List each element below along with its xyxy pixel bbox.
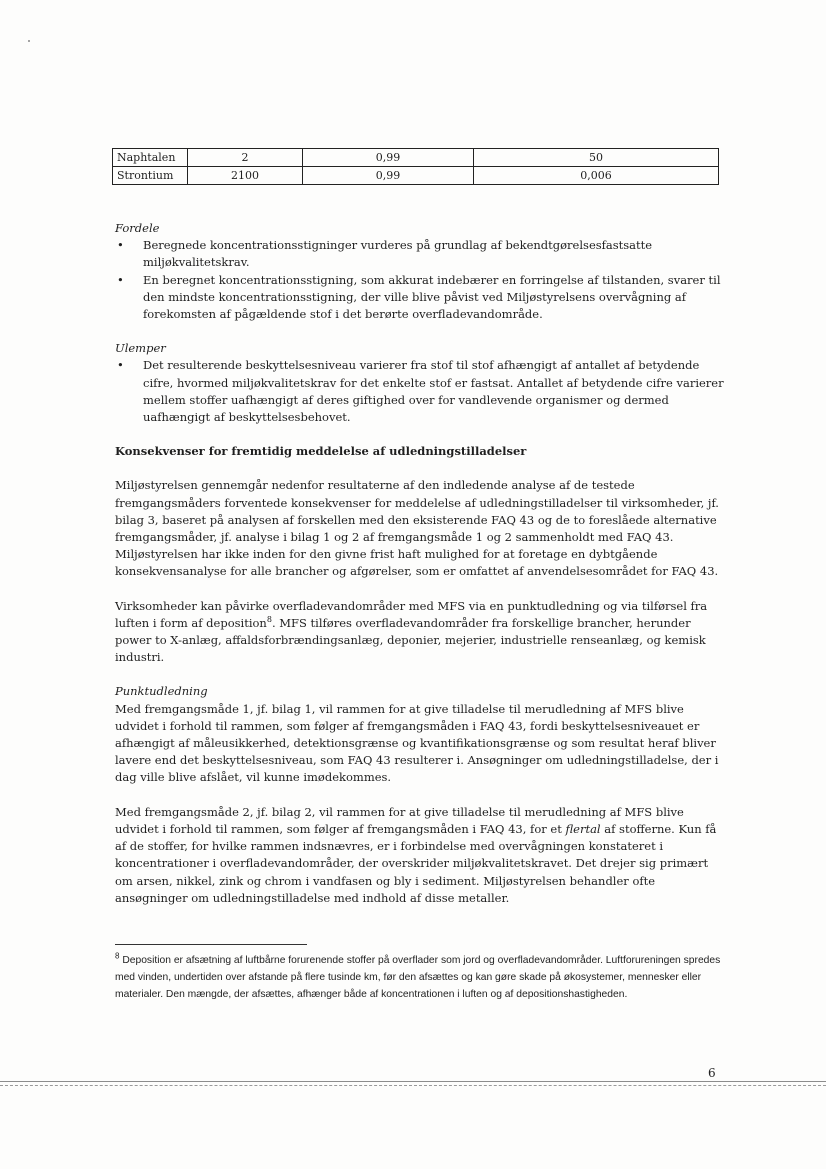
table-cell: 0,99 [303,149,474,167]
bullet-icon: • [117,358,124,373]
footer-divider [0,1081,826,1082]
table-row [113,167,719,185]
footnote-divider [115,944,307,945]
bullet-icon: • [117,238,124,253]
punkt-paragraph-2 [115,804,725,907]
paragraph-text: af stofferne. Kun få af de stoffer, for hvilke rammen indsnævres, er i forbindelse med overvågningen konstateret i koncentrationer i overfladevandområder, der overskrider miljøkvalitetskravet. Det drejer sig primært om arsen, nikkel, zink og chrom i vandfasen og bly i sediment. Miljøstyrelsen behandler ofte ansøgninger om udledningstilladelse med indhold af disse metaller. [115,821,717,905]
section-paragraph-2 [115,598,725,667]
table-cell: 2100 [188,167,303,185]
footer-divider [0,1085,826,1086]
ulemper-list [115,357,725,426]
table-row [113,149,719,167]
table-cell: 0,006 [474,167,719,185]
punkt-paragraph-1: Med fremgangsmåde 1, jf. bilag 1, vil rammen for at give tilladelse til merudledning af MFS blive udvidet i forhold til rammen, som følger af fremgangsmåden i FAQ 43, fordi beskyttelsesniveauet er afhængigt af måleusikkerhed, detektionsgrænse og kvantifikationsgrænse og som resultat heraf bliver lavere end det beskyttelsesniveau, som FAQ 43 resulterer i. Ansøgninger om udledningstilladelse, der i dag ville blive afslået, vil kunne imødekommes. [115,701,719,785]
emphasis-text: flertal [565,821,601,836]
table-cell: Strontium [113,167,188,185]
list-item [115,357,725,426]
list-item-text: En beregnet koncentrationsstigning, som akkurat indebærer en forringelse af tilstanden, svarer til den mindste koncentrationsstigning, der ville blive påvist ved Miljøstyrelsens overvågning af forekomsten af pågældende stof i det berørte overfladevandområde. [143,272,721,322]
list-item-text: Beregnede koncentrationsstigninger vurderes på grundlag af bekendtgørelsesfastsatte miljøkvalitetskrav. [143,238,653,270]
paragraph-text: Med fremgangsmåde 2, jf. bilag 2, vil rammen for at give tilladelse til merudledning af MFS blive udvidet i forhold til rammen, som følger af fremgangsmåden i FAQ 43, for et [115,804,684,836]
bullet-icon: • [117,272,124,287]
fordele-list [115,237,725,323]
table-cell: 50 [474,149,719,167]
ulemper-heading: Ulemper [115,341,166,356]
list-item [115,237,725,271]
data-table [112,148,719,185]
table-cell: Naphtalen [113,149,188,167]
footnote-number: 8 [115,951,120,961]
punktudledning-heading: Punktudledning [115,684,208,699]
list-item-text: Det resulterende beskyttelsesniveau varierer fra stof til stof afhængigt af antallet af betydende cifre, hvormed miljøkvalitetskrav for det enkelte stof er fastsat. Antallet af betydende cifre varierer mellem stoffer uafhængigt af deres giftighed over for vandlevende organismer og dermed uafhængigt af beskyttelsesbehovet. [143,358,724,425]
list-item [115,272,725,324]
footnote-text: Deposition er afsætning af luftbårne forurenende stoffer på overflader som jord og overfladevandområder. Luftforureningen spredes med vinden, undertiden over afstande på flere tusinde km, før den afsættes og kan gøre skade på økosystemer, mennesker eller materialer. Den mængde, der afsættes, afhænger både af koncentrationen i luften og af depositionshastigheden. [115,955,721,1000]
paragraph-text: Virksomheder kan påvirke overfladevandområder med MFS via en punktudledning og via tilførsel fra luften i form af deposition [115,598,708,630]
footnote-ref: 8 [266,615,272,625]
paragraph-text: . MFS tilføres overfladevandområder fra forskellige brancher, herunder power to X-anlæg, affaldsforbrændingsanlæg, deponier, mejerier, industrielle renseanlæg, og kemisk industri. [115,615,706,665]
fordele-heading: Fordele [115,221,160,235]
section-paragraph-1: Miljøstyrelsen gennemgår nedenfor resultaterne af den indledende analyse af de testede fremgangsmåders forventede konsekvenser for meddelelse af udledningstilladelser til virksomheder, jf. bilag 3, baseret på analysen af forskellen med den eksisterende FAQ 43 og de to foreslåede alternative fremgangsmåder, jf. analyse i bilag 1 og 2 af fremgangsmåde 1 og 2 sammenholdt med FAQ 43. Miljøstyrelsen har ikke inden for den givne frist haft mulighed for at foretage en dybtgående konsekvensanalyse for alle brancher og afgørelser, som er omfattet af anvendelsesområdet for FAQ 43. [115,478,719,579]
table-cell: 0,99 [303,167,474,185]
section-heading: Konsekvenser for fremtidig meddelelse af udledningstilladelser [115,444,527,459]
page-number: 6 [708,1066,716,1080]
table-cell: 2 [188,149,303,167]
footnote [115,952,727,1003]
body-text [115,220,725,907]
scan-speck [28,40,30,42]
